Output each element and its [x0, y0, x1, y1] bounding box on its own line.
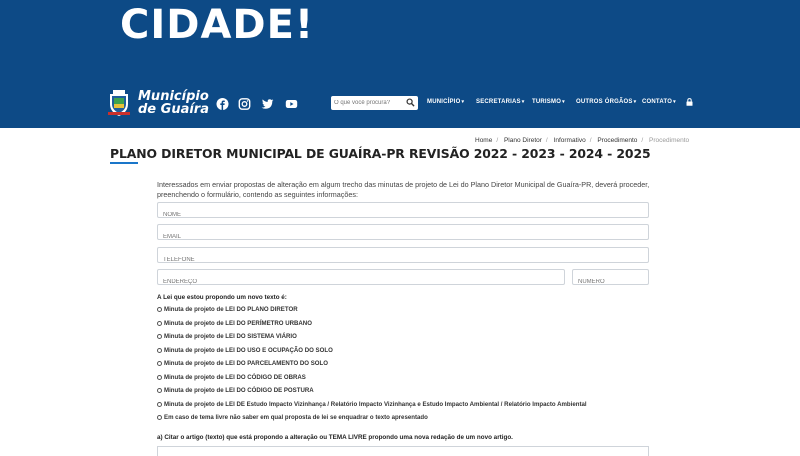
search-icon[interactable] — [406, 98, 415, 107]
law-option[interactable] — [157, 401, 587, 408]
hero-title: CIDADE! — [120, 2, 315, 48]
chevron-down-icon: ▾ — [562, 99, 565, 105]
breadcrumb-home[interactable]: Home — [475, 137, 493, 144]
nav-contato[interactable] — [642, 99, 676, 105]
law-option[interactable] — [157, 306, 298, 313]
nav-municipio[interactable] — [427, 99, 464, 105]
brand-line-2: de Guaíra — [138, 102, 209, 117]
breadcrumb-informativo[interactable]: Informativo — [553, 137, 586, 144]
law-option[interactable] — [157, 347, 333, 354]
law-option[interactable] — [157, 360, 328, 367]
breadcrumb-separator: / — [545, 137, 548, 144]
law-option-label: Minuta de projeto de LEI DO CÓDIGO DE OBRAS — [164, 374, 306, 381]
header-banner — [0, 0, 800, 128]
search-input[interactable] — [334, 97, 404, 109]
breadcrumb-procedimento[interactable]: Procedimento — [597, 137, 638, 144]
law-option-label: Em caso de tema livre não saber em qual proposta de lei se enquadrar o texto apresentado — [164, 414, 428, 421]
breadcrumb-separator: / — [589, 137, 592, 144]
law-question-label: A Lei que estou propondo um novo texto é: — [157, 294, 287, 301]
breadcrumb-separator: / — [496, 137, 499, 144]
radio-button[interactable] — [157, 402, 162, 407]
breadcrumb-separator: / — [641, 137, 644, 144]
page-title: PLANO DIRETOR MUNICIPAL DE GUAÍRA-PR REVISÃO 2022 - 2023 - 2024 - 2025 — [110, 146, 651, 161]
article-textarea[interactable] — [157, 446, 649, 456]
law-option-label: Minuta de projeto de LEI DE Estudo Impacto Vizinhança / Relatório Impacto Vizinhança e Estudo Impacto Ambiental / Relatório Impacto Ambiental — [164, 401, 587, 408]
breadcrumb-plano-diretor[interactable]: Plano Diretor — [503, 137, 542, 144]
law-option[interactable] — [157, 387, 314, 394]
radio-button[interactable] — [157, 361, 162, 366]
nav-turismo[interactable] — [532, 99, 565, 105]
email-input[interactable] — [158, 230, 648, 244]
numero-input[interactable] — [573, 275, 648, 289]
breadcrumb-current: Procedimento — [649, 137, 690, 144]
law-option-label: Minuta de projeto de LEI DO PERÍMETRO URBANO — [164, 320, 312, 327]
law-option-label: Minuta de projeto de LEI DO CÓDIGO DE POSTURA — [164, 387, 314, 394]
brand-line-1: Município — [138, 89, 209, 104]
nav-secretarias-label: SECRETARIAS — [476, 99, 521, 105]
radio-button[interactable] — [157, 348, 162, 353]
nav-secretarias[interactable] — [476, 99, 524, 105]
nome-input[interactable] — [158, 208, 648, 222]
brand-name[interactable] — [138, 90, 209, 116]
chevron-down-icon: ▾ — [461, 99, 465, 105]
law-option-label: Minuta de projeto de LEI DO USO E OCUPAÇÃO DO SOLO — [164, 347, 333, 354]
radio-button[interactable] — [157, 388, 162, 393]
law-option[interactable] — [157, 414, 428, 421]
municipality-crest-icon[interactable] — [104, 88, 134, 118]
radio-button[interactable] — [157, 375, 162, 380]
radio-button[interactable] — [157, 334, 162, 339]
numero-field[interactable] — [572, 269, 649, 285]
twitter-icon[interactable] — [261, 98, 274, 110]
facebook-icon[interactable] — [216, 98, 229, 110]
telefone-field[interactable] — [157, 247, 649, 263]
law-option-label: Minuta de projeto de LEI DO SISTEMA VIÁRIO — [164, 333, 297, 340]
breadcrumb — [475, 137, 693, 144]
nav-turismo-label: TURISMO — [532, 99, 562, 105]
nav-outros-orgaos[interactable] — [576, 99, 636, 105]
youtube-icon[interactable] — [285, 98, 298, 110]
radio-button[interactable] — [157, 415, 162, 420]
law-option[interactable] — [157, 333, 297, 340]
nav-contato-label: CONTATO — [642, 99, 673, 105]
radio-button[interactable] — [157, 307, 162, 312]
radio-button[interactable] — [157, 321, 162, 326]
nav-outros-orgaos-label: OUTROS ÓRGÃOS — [576, 99, 633, 105]
title-underline — [110, 162, 138, 164]
law-option-label: Minuta de projeto de LEI DO PLANO DIRETOR — [164, 306, 298, 313]
search-box[interactable] — [331, 96, 418, 110]
endereco-field[interactable] — [157, 269, 565, 285]
lock-icon[interactable] — [686, 98, 693, 106]
chevron-down-icon: ▾ — [673, 99, 676, 105]
article-question-label: a) Citar o artigo (texto) que está propondo a alteração ou TEMA LIVRE propondo uma nova redação de um novo artigo. — [157, 434, 513, 441]
law-option[interactable] — [157, 374, 306, 381]
chevron-down-icon: ▾ — [633, 99, 637, 105]
endereco-input[interactable] — [158, 275, 564, 289]
law-option[interactable] — [157, 320, 312, 327]
law-option-label: Minuta de projeto de LEI DO PARCELAMENTO DO SOLO — [164, 360, 328, 367]
instagram-icon[interactable] — [238, 98, 251, 110]
intro-text: Interessados em enviar propostas de alteração em algum trecho das minutas de projeto de Lei do Plano Diretor Municipal de Guaíra-PR, deverá proceder, preenchendo o formulário, contendo as seguintes informações: — [157, 180, 650, 199]
telefone-input[interactable] — [158, 253, 648, 267]
nome-field[interactable] — [157, 202, 649, 218]
chevron-down-icon: ▾ — [521, 99, 525, 105]
email-field[interactable] — [157, 224, 649, 240]
nav-municipio-label: MUNICÍPIO — [427, 99, 461, 105]
